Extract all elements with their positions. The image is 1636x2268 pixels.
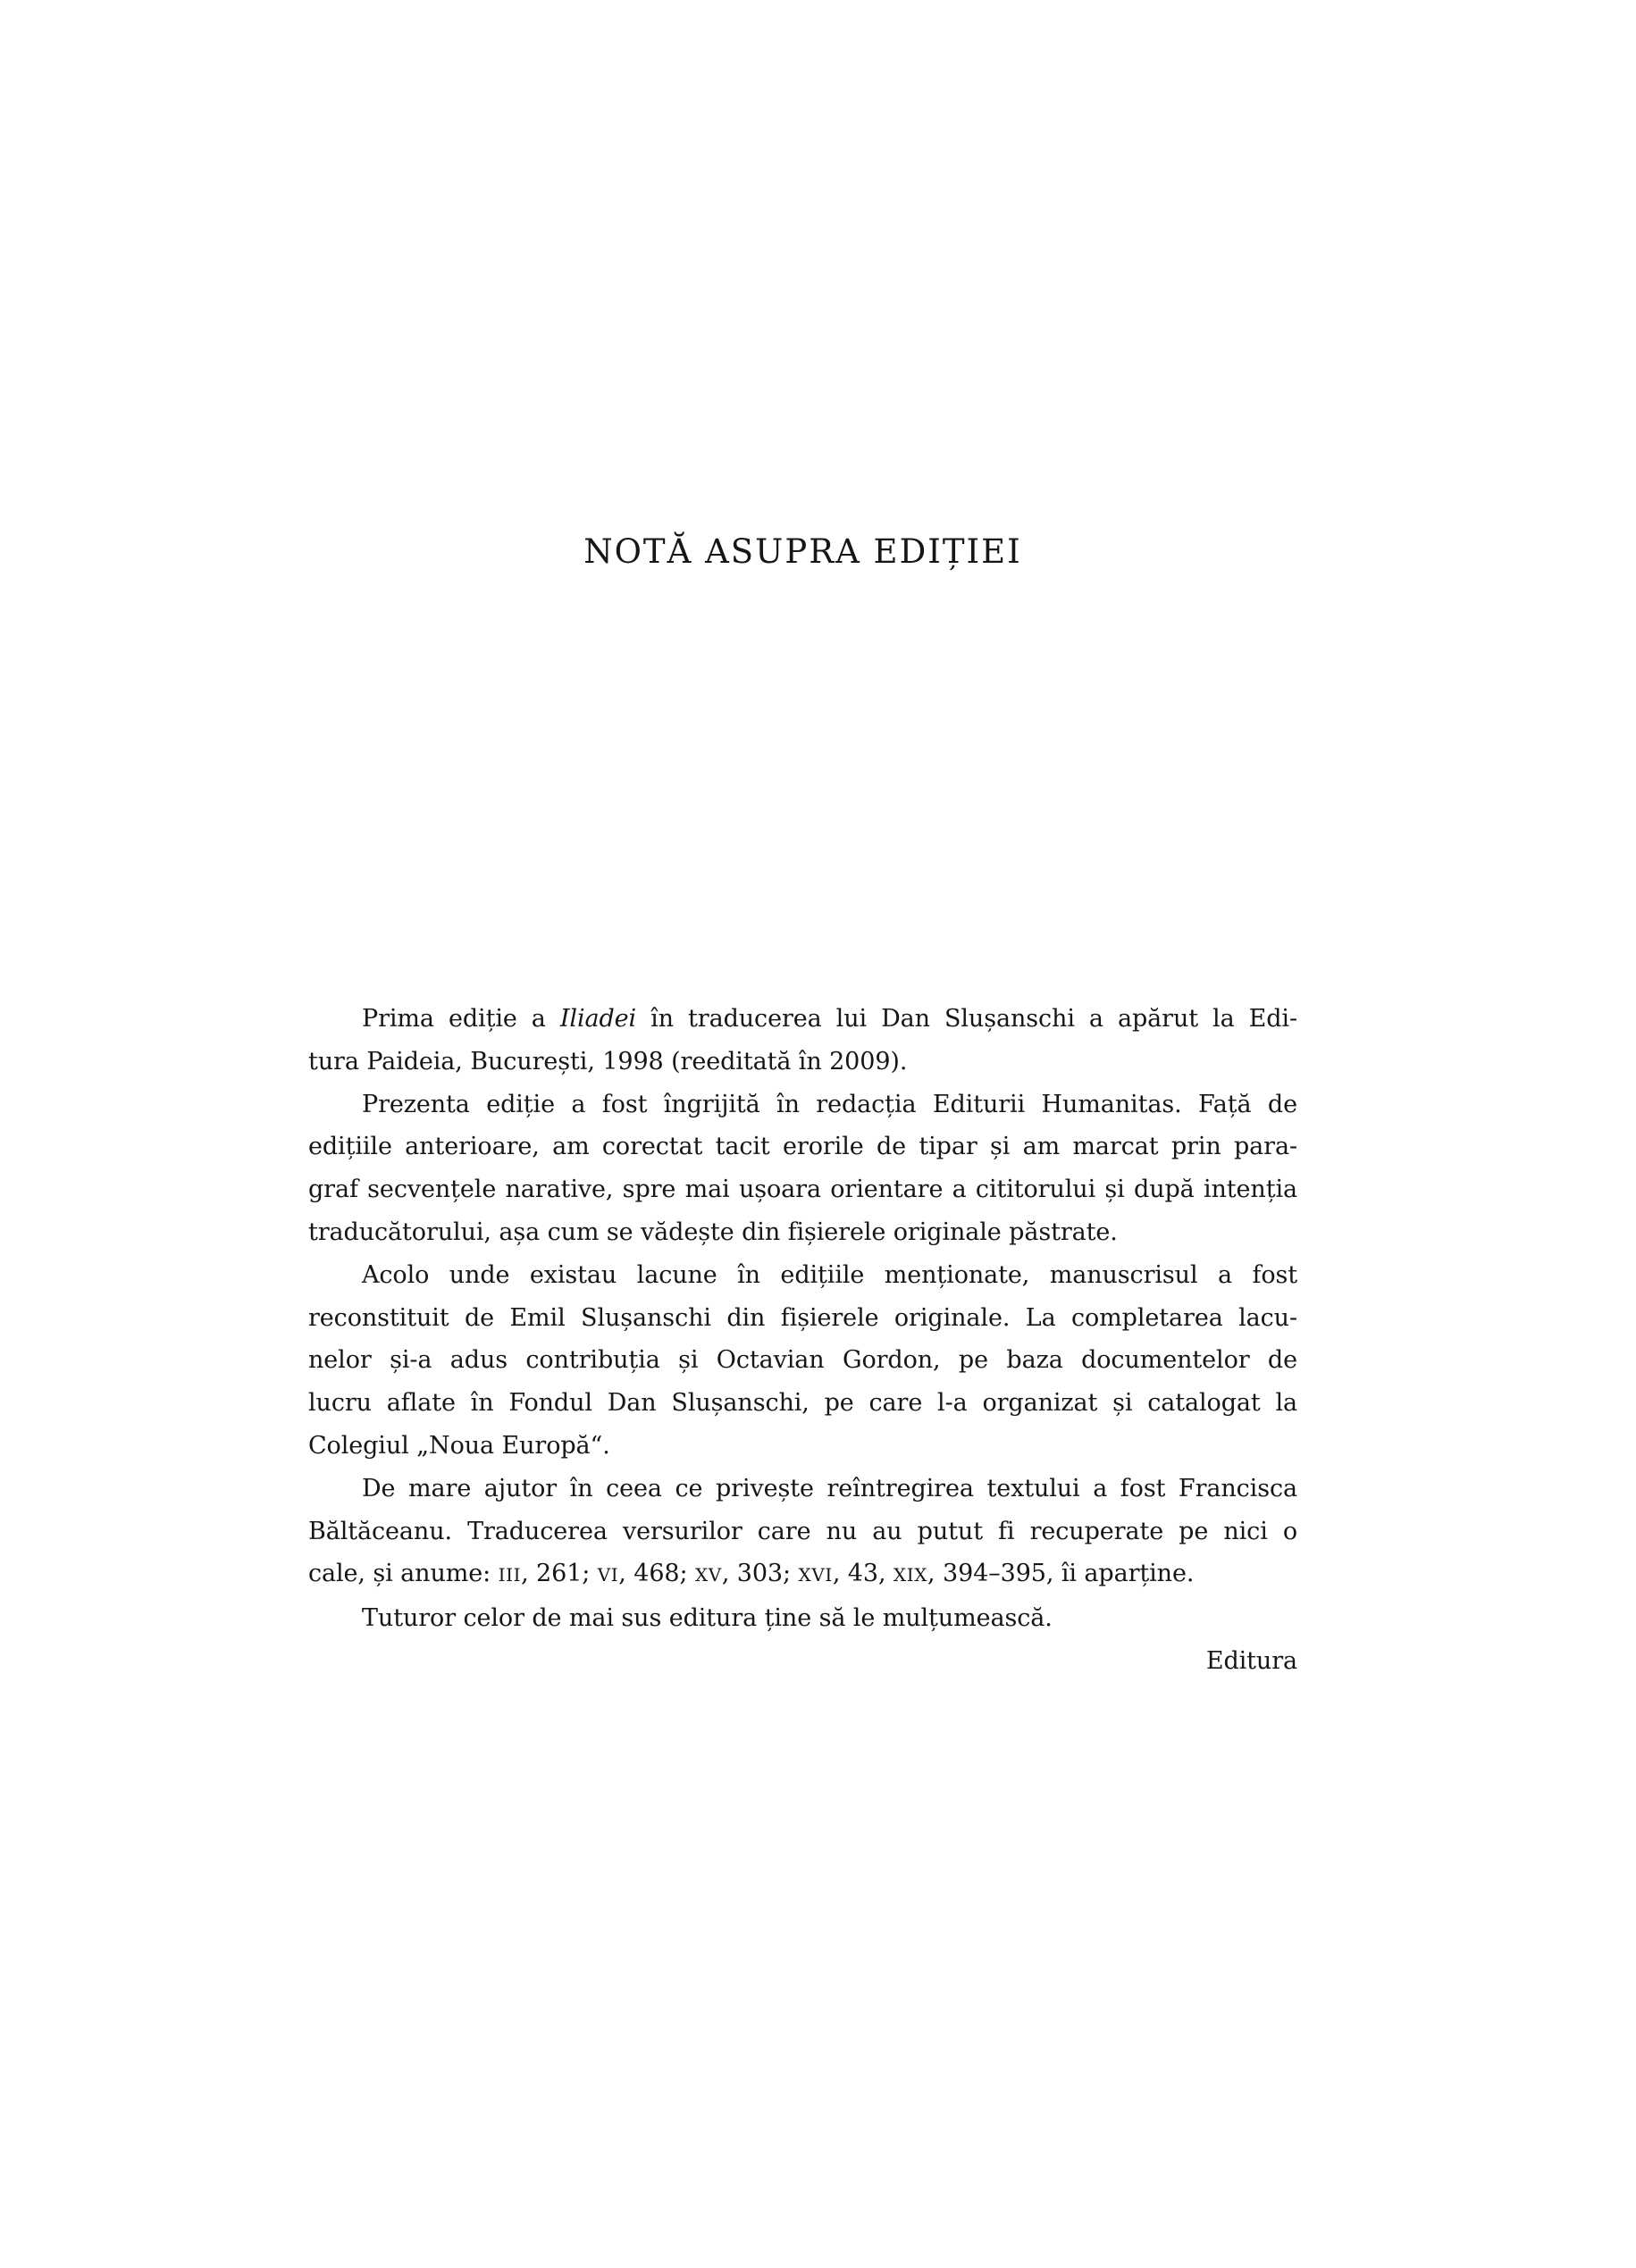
text-line — [308, 1211, 1297, 1254]
text-line — [308, 1552, 1297, 1597]
text-segment: III — [498, 1564, 522, 1586]
text-segment: , 303; — [721, 1560, 799, 1588]
text-segment: , 43, — [832, 1560, 894, 1588]
text-segment: VI — [597, 1564, 619, 1586]
text-segment: De mare ajutor în ceea ce privește reîntregirea textului a fost Francisca — [362, 1474, 1297, 1502]
text-segment: lucru aflate în Fondul Dan Slușanschi, pe care l-a organizat și catalogat la — [308, 1389, 1297, 1418]
text-segment: traducătorului, așa cum se vădește din fișierele originale păstrate. — [308, 1218, 1118, 1246]
text-segment: graf secvențele narative, spre mai ușoara orientare a cititorului și după intenția — [308, 1176, 1297, 1204]
text-segment: Iliadei — [559, 1005, 637, 1033]
text-line — [308, 1339, 1297, 1382]
text-segment: Prezenta ediție a fost îngrijită în redacția Editurii Humanitas. Față de — [362, 1090, 1297, 1118]
text-segment: , 394–395, îi aparține. — [927, 1560, 1195, 1588]
text-line — [308, 1297, 1297, 1340]
text-segment: Prima ediție a — [362, 1005, 560, 1033]
text-segment: Colegiul „Noua Europă“. — [308, 1431, 610, 1460]
text-line — [308, 1511, 1297, 1553]
text-segment: tura Paideia, București, 1998 (reeditată în 2009). — [308, 1047, 908, 1075]
text-segment: în traducerea lui Dan Slușanschi a apărut la Edi- — [636, 1005, 1297, 1033]
text-segment: reconstituit de Emil Slușanschi din fișierele originale. La completarea lacu- — [308, 1303, 1297, 1332]
text-segment: edițiile anterioare, am corectat tacit erorile de tipar și am marcat prin para- — [308, 1133, 1297, 1161]
text-line — [308, 1084, 1297, 1126]
text-line — [308, 1597, 1297, 1640]
text-line — [308, 1041, 1297, 1084]
text-segment: Acolo unde existau lacune în edițiile menționate, manuscrisul a fost — [362, 1260, 1297, 1289]
text-segment: XV — [694, 1564, 722, 1586]
text-segment: , 261; — [521, 1560, 598, 1588]
text-line — [308, 1640, 1297, 1683]
text-segment: Editura — [1205, 1646, 1297, 1675]
body-text-block — [308, 998, 1297, 1683]
text-segment: cale, și anume: — [308, 1560, 499, 1588]
text-segment: XIX — [893, 1564, 928, 1586]
page-title: NOTĂ ASUPRA EDIȚIEI — [583, 532, 1022, 571]
text-line — [308, 1254, 1297, 1297]
text-line — [308, 1468, 1297, 1511]
text-line — [308, 1382, 1297, 1425]
text-line — [308, 1126, 1297, 1168]
text-line — [308, 1168, 1297, 1211]
text-segment: nelor și-a adus contribuția și Octavian Gordon, pe baza documentelor de — [308, 1346, 1297, 1375]
text-segment: , 468; — [618, 1560, 695, 1588]
text-segment: XVI — [798, 1564, 833, 1586]
text-line — [308, 1425, 1297, 1468]
text-line — [308, 998, 1297, 1041]
text-segment: Tuturor celor de mai sus editura ține să le mulțumească. — [362, 1604, 1053, 1633]
text-segment: Băltăceanu. Traducerea versurilor care nu au putut fi recuperate pe nici o — [308, 1517, 1297, 1545]
